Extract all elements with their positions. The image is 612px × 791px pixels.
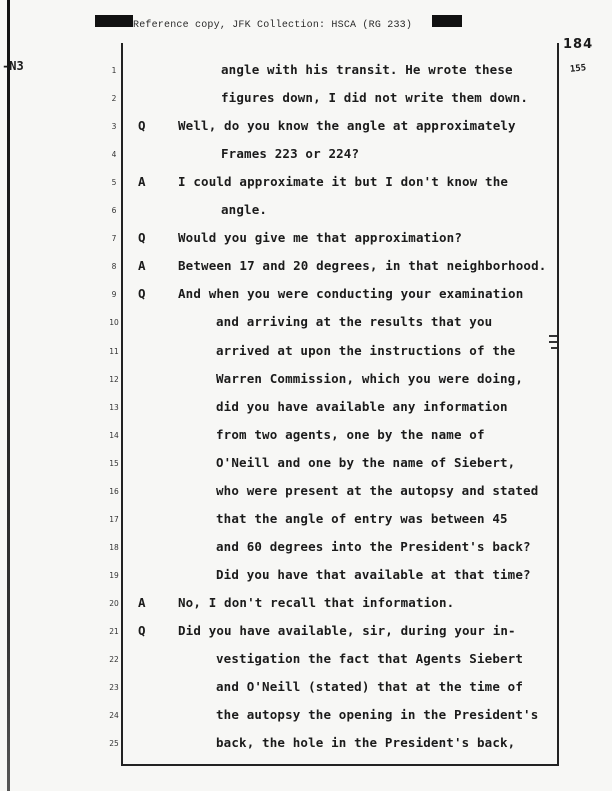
line-number: 23 <box>109 683 119 693</box>
line-text: Did you have that available at that time? <box>216 566 531 582</box>
line-text: I could approximate it but I don't know the <box>178 174 509 190</box>
margin-mark <box>549 335 557 337</box>
line-number: 3 <box>111 122 117 132</box>
line-text: figures down, I did not write them down. <box>221 90 529 106</box>
transcript-line <box>0 679 612 699</box>
line-text: Did you have available, sir, during your in- <box>178 623 516 638</box>
speaker-label: Q <box>138 118 146 134</box>
line-number: 24 <box>109 711 119 721</box>
transcript-line <box>0 230 612 250</box>
line-number: 20 <box>109 598 119 608</box>
transcript-line <box>0 539 612 559</box>
transcript-line <box>0 202 612 222</box>
transcript-line <box>0 427 612 447</box>
transcript-line <box>0 567 612 587</box>
line-number: 4 <box>111 150 117 160</box>
line-number: 12 <box>109 374 119 384</box>
line-number: 18 <box>109 542 119 552</box>
transcript-line <box>0 483 612 503</box>
line-text: arrived at upon the instructions of the <box>216 342 516 358</box>
line-number: 25 <box>109 739 119 749</box>
line-text: Warren Commission, which you were doing, <box>216 370 524 386</box>
line-text: that the angle of entry was between 45 <box>216 510 508 526</box>
line-text: angle. <box>221 202 268 218</box>
transcript-line <box>0 343 612 363</box>
line-text: Would you give me that approximation? <box>178 230 462 246</box>
transcript-line <box>0 735 612 755</box>
line-number: 6 <box>111 206 117 216</box>
line-number: 15 <box>109 458 119 468</box>
transcript-line <box>0 314 612 334</box>
speaker-label: Q <box>138 230 146 246</box>
line-text: O'Neill and one by the name of Siebert, <box>216 454 516 470</box>
line-text: back, the hole in the President's back, <box>216 735 516 751</box>
line-number: 16 <box>109 486 119 496</box>
redaction-mark <box>95 15 133 27</box>
line-number: 8 <box>111 262 117 272</box>
transcript-line <box>0 371 612 391</box>
line-text: Frames 223 or 224? <box>221 146 360 162</box>
line-number: 1 <box>111 66 117 75</box>
line-number: 5 <box>111 178 117 188</box>
transcript-line <box>0 258 612 278</box>
transcript-line <box>0 455 612 475</box>
line-number: 17 <box>109 514 119 524</box>
speaker-label: A <box>138 174 146 190</box>
line-text: and arriving at the results that you <box>216 314 493 330</box>
transcript-line <box>0 651 612 671</box>
transcript-line <box>0 62 612 82</box>
speaker-label: A <box>138 594 146 610</box>
line-text: from two agents, one by the name of <box>216 426 485 442</box>
transcript-line <box>0 286 612 306</box>
line-number: 11 <box>109 346 119 356</box>
line-text: and 60 degrees into the President's back? <box>216 538 531 554</box>
transcript-line <box>0 623 612 643</box>
line-text: and O'Neill (stated) that at the time of <box>216 679 524 695</box>
redaction-mark <box>432 15 462 27</box>
speaker-label: Q <box>138 286 146 302</box>
line-text: the autopsy the opening in the President's <box>216 707 539 723</box>
transcript-line <box>0 399 612 419</box>
line-text: Well, do you know the angle at approximately <box>178 118 516 134</box>
line-text: No, I don't recall that information. <box>178 594 455 610</box>
line-number: 21 <box>109 627 119 636</box>
reference-header: Reference copy, JFK Collection: HSCA (RG 233) <box>133 20 413 31</box>
line-number: 10 <box>109 318 119 328</box>
line-text: vestigation the fact that Agents Siebert <box>216 651 524 667</box>
line-number: 2 <box>111 94 117 104</box>
side-code: -N3 <box>2 59 24 73</box>
line-number: 9 <box>111 290 117 300</box>
line-text: angle with his transit. He wrote these <box>221 62 513 77</box>
line-number: 13 <box>109 402 119 412</box>
page-border-bottom <box>121 764 559 766</box>
transcript-line <box>0 146 612 166</box>
transcript-line <box>0 118 612 138</box>
line-number: 22 <box>109 655 119 665</box>
line-text: Between 17 and 20 degrees, in that neighborhood. <box>178 258 547 274</box>
speaker-label: Q <box>138 623 146 638</box>
transcript-line <box>0 595 612 615</box>
transcript-line <box>0 707 612 727</box>
line-number: 19 <box>109 570 119 580</box>
line-text: who were present at the autopsy and stated <box>216 482 539 498</box>
transcript-line <box>0 174 612 194</box>
stamp-mark: 155 <box>569 63 587 75</box>
page-number-mark: 184 <box>563 37 594 52</box>
speaker-label: A <box>138 258 146 274</box>
transcript-line <box>0 90 612 110</box>
line-text: And when you were conducting your examination <box>178 286 524 302</box>
line-text: did you have available any information <box>216 398 508 414</box>
transcript-line <box>0 511 612 531</box>
line-number: 7 <box>111 234 117 244</box>
line-number: 14 <box>109 430 119 440</box>
